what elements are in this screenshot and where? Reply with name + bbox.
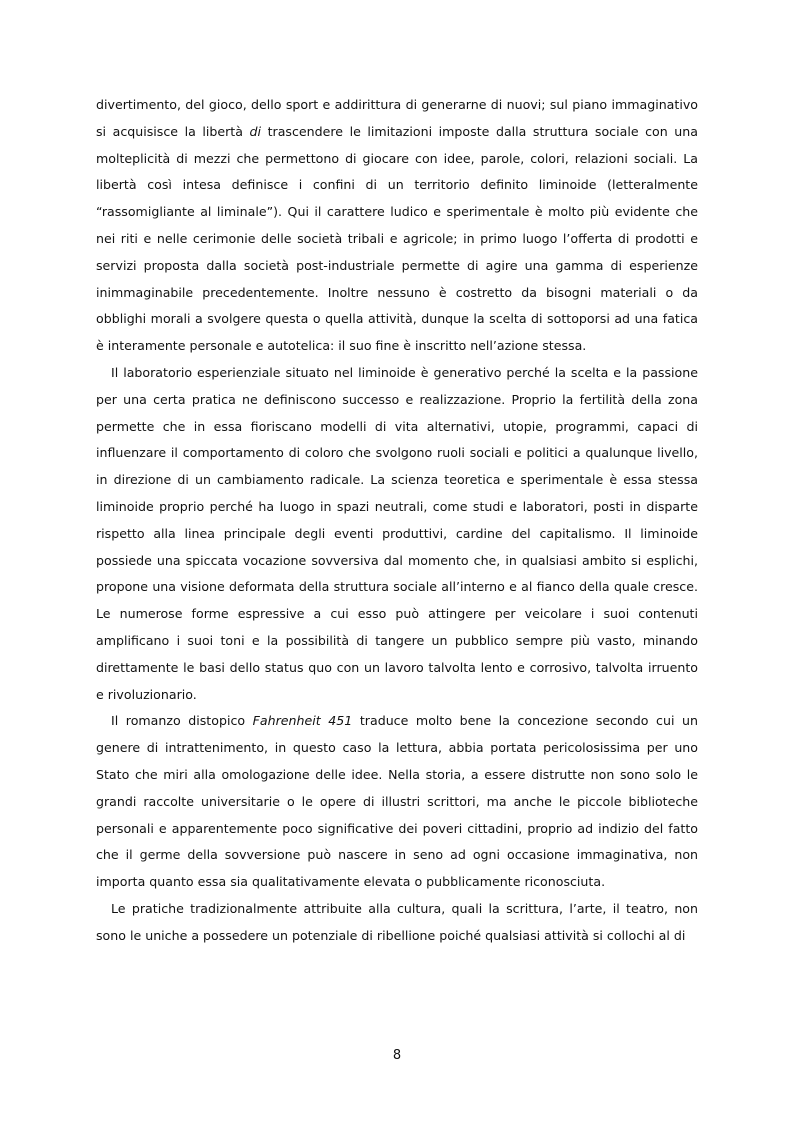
- page-number: 8: [392, 1048, 402, 1063]
- text-run: traduce molto bene la concezione secondo cui un genere di intrattenimento, in questo caso la lettura, abbia portata pericolosissima per uno Stato che miri alla omologazione delle idee. Nella storia, a essere distrutte non sono solo le grandi raccolte universitarie o le opere di illustri scrittori, ma anche le piccole biblioteche personali e apparentemente poco significative dei poveri cittadini, proprio ad indizio del fatto che il germe della sovversione può nascere in seno ad ogni occasione immaginativa, non importa quanto essa sia qualitativamente elevata o pubblicamente riconosciuta.: [96, 713, 698, 890]
- text-run: trascendere le limitazioni imposte dalla struttura sociale con una molteplicità di mezzi che permettono di giocare con idee, parole, colori, relazioni sociali. La libertà così intesa definisce i confini di un territorio definito liminoide (letteralmente “rassomigliante al liminale”). Qui il carattere ludico e sperimentale è molto più evidente che nei riti e nelle cerimonie delle società tribali e agricole; in primo luogo l’offerta di prodotti e servizi proposta dalla società post-industriale permette di agire una gamma di esperienze inimmaginabile precedentemente. Inoltre nessuno è costretto da bisogni materiali o da obblighi morali a svolgere questa o quella attività, dunque la scelta di sottoporsi ad una fatica è interamente personale e autotelica: il suo fine è inscritto nell’azione stessa.: [96, 123, 698, 354]
- document-page: [96, 92, 698, 950]
- paragraph-3: [96, 708, 698, 896]
- italic-text: Fahrenheit 451: [252, 713, 353, 729]
- text-run: Le pratiche tradizionalmente attribuite alla cultura, quali la scrittura, l’arte, il teatro, non sono le uniche a possedere un potenziale di ribellione poiché qualsiasi attività si collochi al di: [96, 900, 698, 943]
- italic-text: di: [249, 123, 262, 139]
- text-run: Il romanzo distopico: [111, 713, 253, 729]
- paragraph-4: [96, 896, 698, 950]
- text-run: Il laboratorio esperienziale situato nel liminoide è generativo perché la scelta e la passione per una certa pratica ne definiscono successo e realizzazione. Proprio la fertilità della zona permette che in essa fioriscano modelli di vita alternativi, utopie, programmi, capaci di influenzare il comportamento di coloro che svolgono ruoli sociali e politici a qualunque livello, in direzione di un cambiamento radicale. La scienza teoretica e sperimentale è essa stessa liminoide proprio perché ha luogo in spazi neutrali, come studi e laboratori, posti in disparte rispetto alla linea principale degli eventi produttivi, cardine del capitalismo. Il liminoide possiede una spiccata vocazione sovversiva dal momento che, in qualsiasi ambito si esplichi, propone una visione deformata della struttura sociale all’interno e al fianco della quale cresce. Le numerose forme espressive a cui esso può attingere per veicolare i suoi contenuti amplificano i suoi toni e la possibilità di tangere un pubblico sempre più vasto, minando direttamente le basi dello status quo con un lavoro talvolta lento e corrosivo, talvolta irruento e rivoluzionario.: [96, 364, 698, 702]
- text-run: divertimento, del gioco, dello sport e addirittura di generarne di nuovi; sul piano immaginativo si acquisisce la libertà: [96, 97, 698, 139]
- paragraph-1: [96, 92, 698, 360]
- paragraph-2: [96, 360, 698, 708]
